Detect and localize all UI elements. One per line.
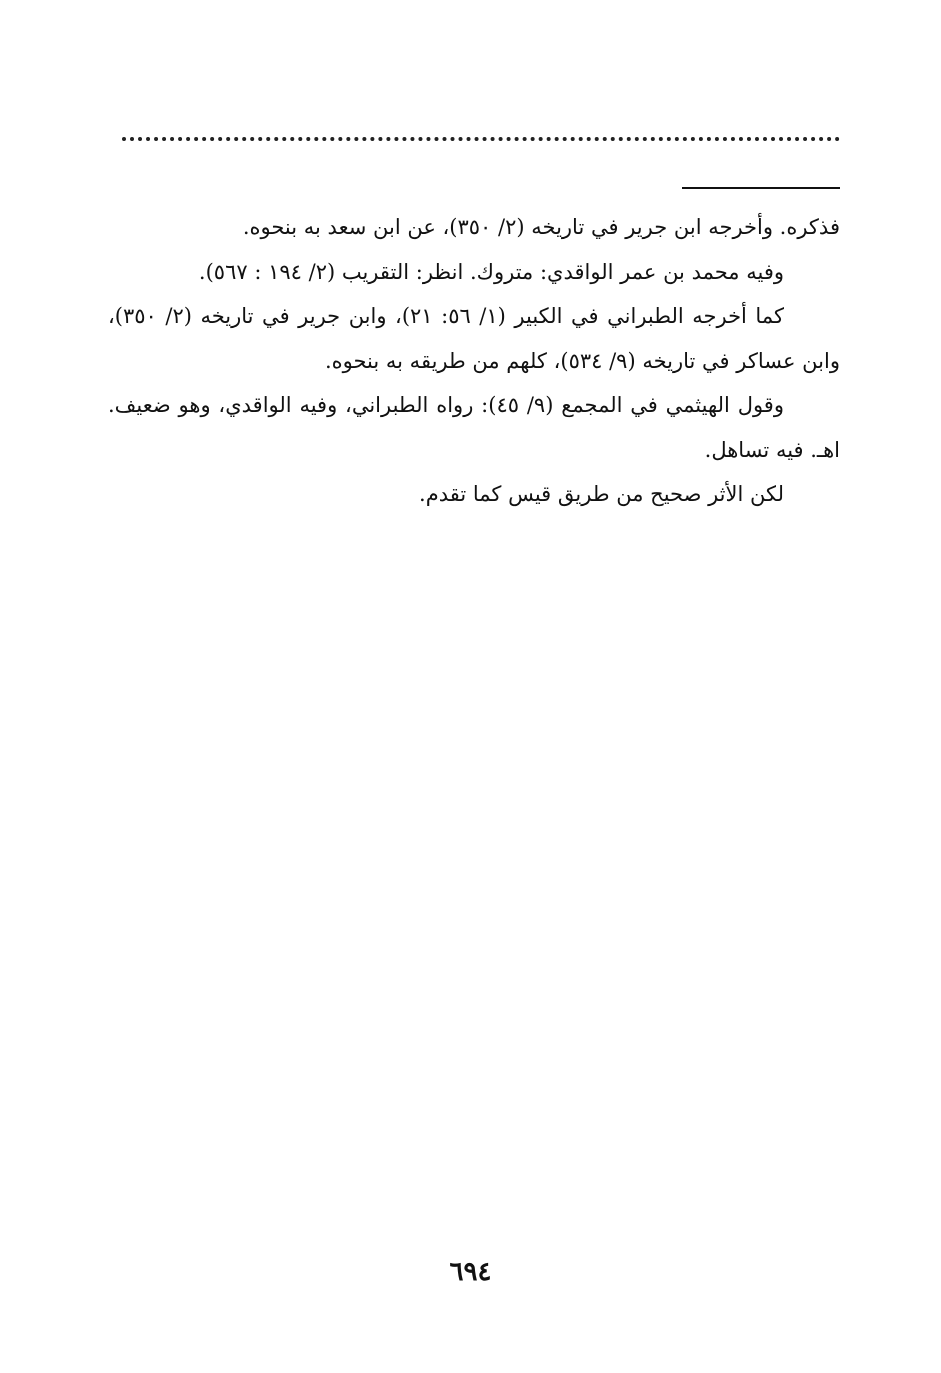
footnote-continuation: فذكره. وأخرجه ابن جرير في تاريخه (٢/ ٣٥٠)، عن ابن سعد به بنحوه. bbox=[242, 215, 840, 239]
footnote-paragraph: وقول الهيثمي في المجمع (٩/ ٤٥): رواه الطبراني، وفيه الواقدي، وهو ضعيف. اهـ. فيه تساهل. bbox=[108, 393, 840, 462]
page-number: ٦٩٤ bbox=[449, 1257, 492, 1287]
dotted-separator bbox=[122, 137, 840, 141]
footnote-paragraph: كما أخرجه الطبراني في الكبير (١/ ٥٦: ٢١)، وابن جرير في تاريخه (٢/ ٣٥٠)، وابن عساكر في تاريخه (٩/ ٥٣٤)، كلهم من طريقه به بنحوه. bbox=[108, 304, 840, 373]
footnotes-block bbox=[108, 205, 840, 517]
footnote-paragraph: وفيه محمد بن عمر الواقدي: متروك. انظر: التقريب (٢/ ١٩٤ : ٥٦٧). bbox=[198, 259, 784, 284]
footnote-separator-line bbox=[682, 187, 840, 189]
footnote-paragraph: لكن الأثر صحيح من طريق قيس كما تقدم. bbox=[419, 482, 784, 506]
